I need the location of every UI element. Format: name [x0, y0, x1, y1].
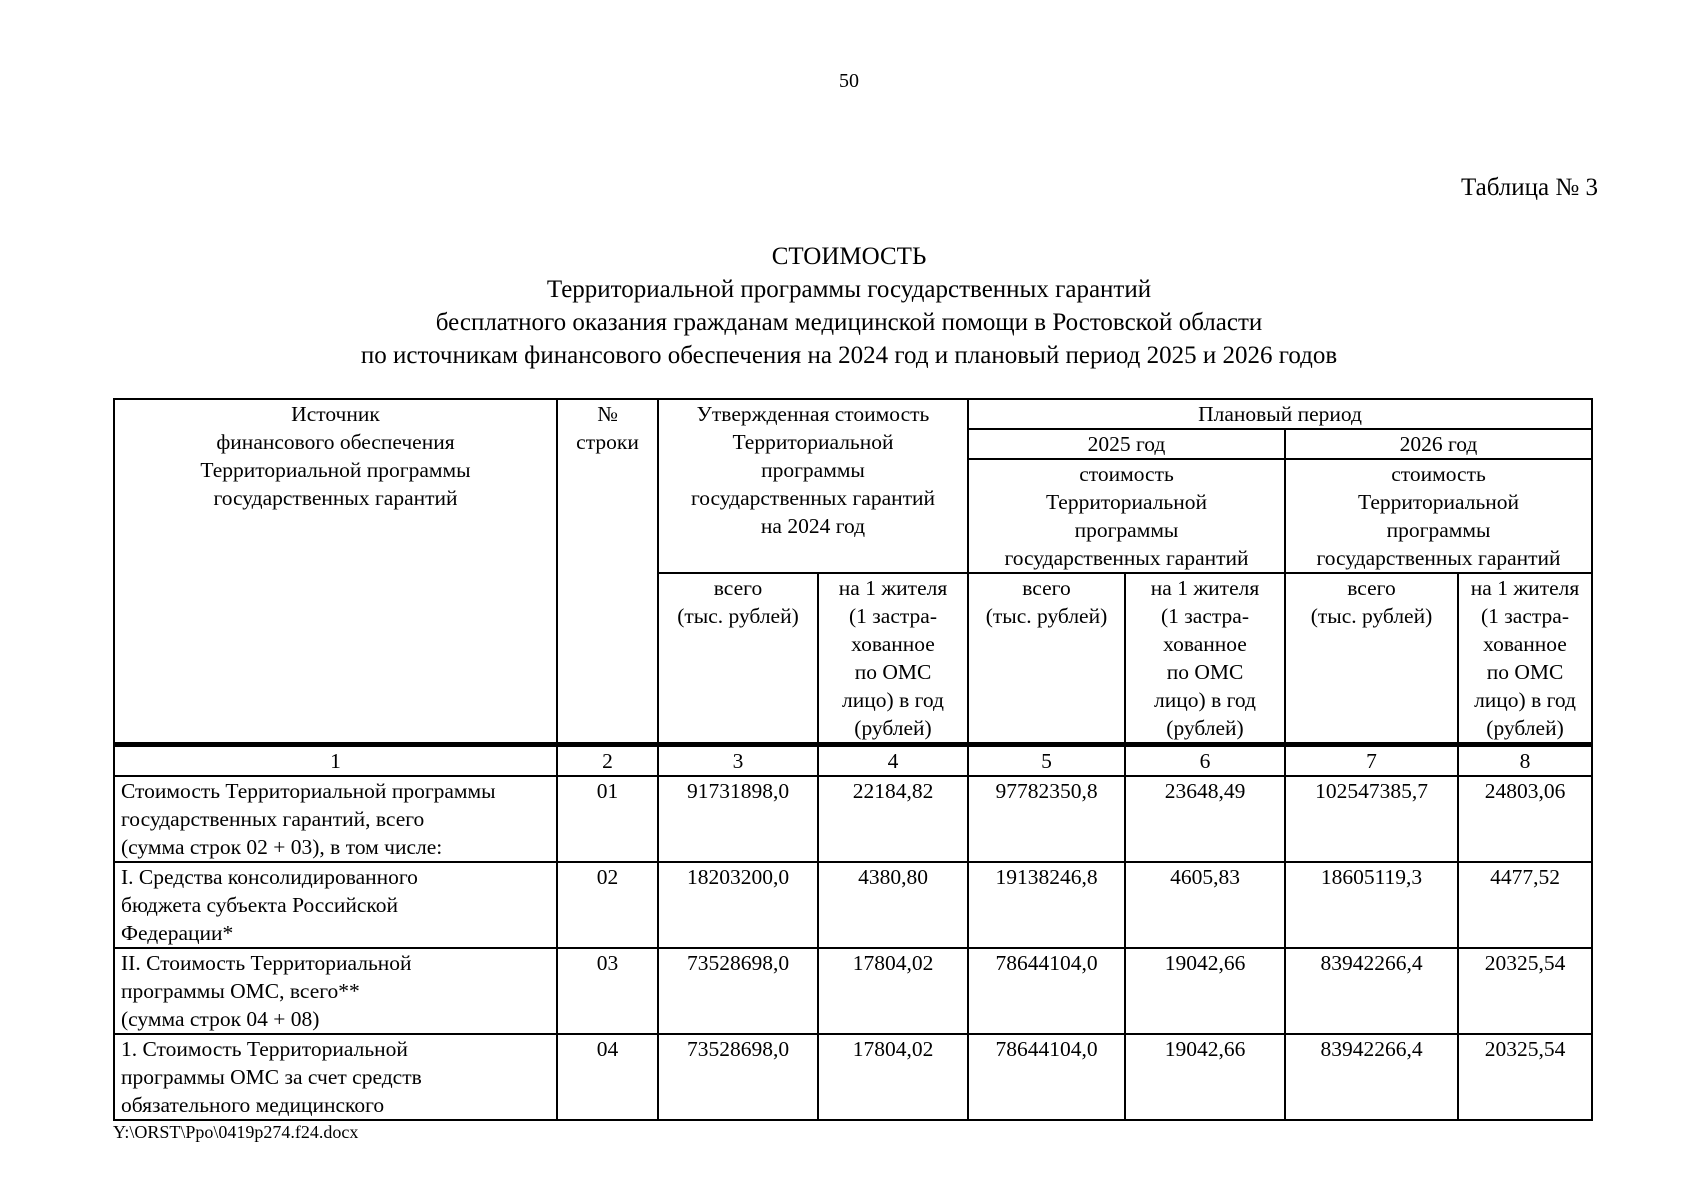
header-planned-period: Плановый период	[968, 399, 1592, 429]
header-cost-2025: стоимость Территориальной программы государственных гарантий	[968, 459, 1285, 573]
header-row-no: № строки	[557, 399, 658, 745]
per-capita-2025: 23648,49	[1125, 776, 1285, 862]
total-2026: 83942266,4	[1285, 1034, 1458, 1120]
header-per-capita-2024: на 1 жителя (1 застра- хованное по ОМС лицо) в год (рублей)	[818, 573, 968, 745]
per-capita-2025: 19042,66	[1125, 948, 1285, 1034]
table-label: Таблица № 3	[1460, 174, 1598, 201]
title-line-3: бесплатного оказания гражданам медицинской помощи в Ростовской области	[435, 309, 1263, 336]
total-2025: 78644104,0	[968, 1034, 1125, 1120]
header-total-2026: всего (тыс. рублей)	[1285, 573, 1458, 745]
row-number: 01	[557, 776, 658, 862]
total-2025: 19138246,8	[968, 862, 1125, 948]
table-row	[114, 862, 1592, 948]
row-source: Стоимость Территориальной программы государственных гарантий, всего (сумма строк 02 + 03), в том числе:	[114, 776, 557, 862]
per-capita-2024: 4380,80	[818, 862, 968, 948]
table-row	[114, 776, 1592, 862]
header-year-2025: 2025 год	[968, 429, 1285, 459]
total-2026: 102547385,7	[1285, 776, 1458, 862]
column-number: 4	[818, 745, 968, 777]
column-number: 3	[658, 745, 818, 777]
header-total-2025: всего (тыс. рублей)	[968, 573, 1125, 745]
row-source: I. Средства консолидированного бюджета субъекта Российской Федерации*	[114, 862, 557, 948]
total-2024: 91731898,0	[658, 776, 818, 862]
column-number-row	[114, 745, 1592, 777]
column-number: 8	[1458, 745, 1592, 777]
title-line-2: Территориальной программы государственных гарантий	[546, 276, 1152, 303]
total-2026: 83942266,4	[1285, 948, 1458, 1034]
row-number: 04	[557, 1034, 658, 1120]
per-capita-2024: 17804,02	[818, 1034, 968, 1120]
per-capita-2025: 19042,66	[1125, 1034, 1285, 1120]
header-cost-2026: стоимость Территориальной программы государственных гарантий	[1285, 459, 1592, 573]
header-year-2026: 2026 год	[1285, 429, 1592, 459]
column-number: 1	[114, 745, 557, 777]
header-total-2024: всего (тыс. рублей)	[658, 573, 818, 745]
row-source: II. Стоимость Территориальной программы ОМС, всего** (сумма строк 04 + 08)	[114, 948, 557, 1034]
row-number: 03	[557, 948, 658, 1034]
column-number: 2	[557, 745, 658, 777]
column-number: 6	[1125, 745, 1285, 777]
total-2024: 18203200,0	[658, 862, 818, 948]
header-per-capita-2026: на 1 жителя (1 застра- хованное по ОМС лицо) в год (рублей)	[1458, 573, 1592, 745]
per-capita-2026: 24803,06	[1458, 776, 1592, 862]
table-row	[114, 948, 1592, 1034]
row-source: 1. Стоимость Территориальной программы ОМС за счет средств обязательного медицинского	[114, 1034, 557, 1120]
document-file-path: Y:\ORST\Ppo\0419p274.f24.docx	[113, 1122, 359, 1142]
per-capita-2024: 22184,82	[818, 776, 968, 862]
table-title	[0, 240, 1698, 372]
total-2025: 78644104,0	[968, 948, 1125, 1034]
total-2025: 97782350,8	[968, 776, 1125, 862]
per-capita-2024: 17804,02	[818, 948, 968, 1034]
total-2024: 73528698,0	[658, 948, 818, 1034]
header-per-capita-2025: на 1 жителя (1 застра- хованное по ОМС лицо) в год (рублей)	[1125, 573, 1285, 745]
title-line-1: СТОИМОСТЬ	[771, 243, 927, 270]
cost-table	[113, 398, 1593, 1121]
row-number: 02	[557, 862, 658, 948]
total-2026: 18605119,3	[1285, 862, 1458, 948]
total-2024: 73528698,0	[658, 1034, 818, 1120]
per-capita-2026: 4477,52	[1458, 862, 1592, 948]
per-capita-2025: 4605,83	[1125, 862, 1285, 948]
page-number: 50	[839, 70, 859, 92]
table-row	[114, 1034, 1592, 1120]
column-number: 7	[1285, 745, 1458, 777]
header-approved-cost: Утвержденная стоимость Территориальной программы государственных гарантий на 2024 год	[658, 399, 968, 573]
header-source: Источник финансового обеспечения Территориальной программы государственных гарантий	[114, 399, 557, 745]
title-line-4: по источникам финансового обеспечения на 2024 год и плановый период 2025 и 2026 годов	[360, 342, 1338, 369]
per-capita-2026: 20325,54	[1458, 948, 1592, 1034]
column-number: 5	[968, 745, 1125, 777]
per-capita-2026: 20325,54	[1458, 1034, 1592, 1120]
